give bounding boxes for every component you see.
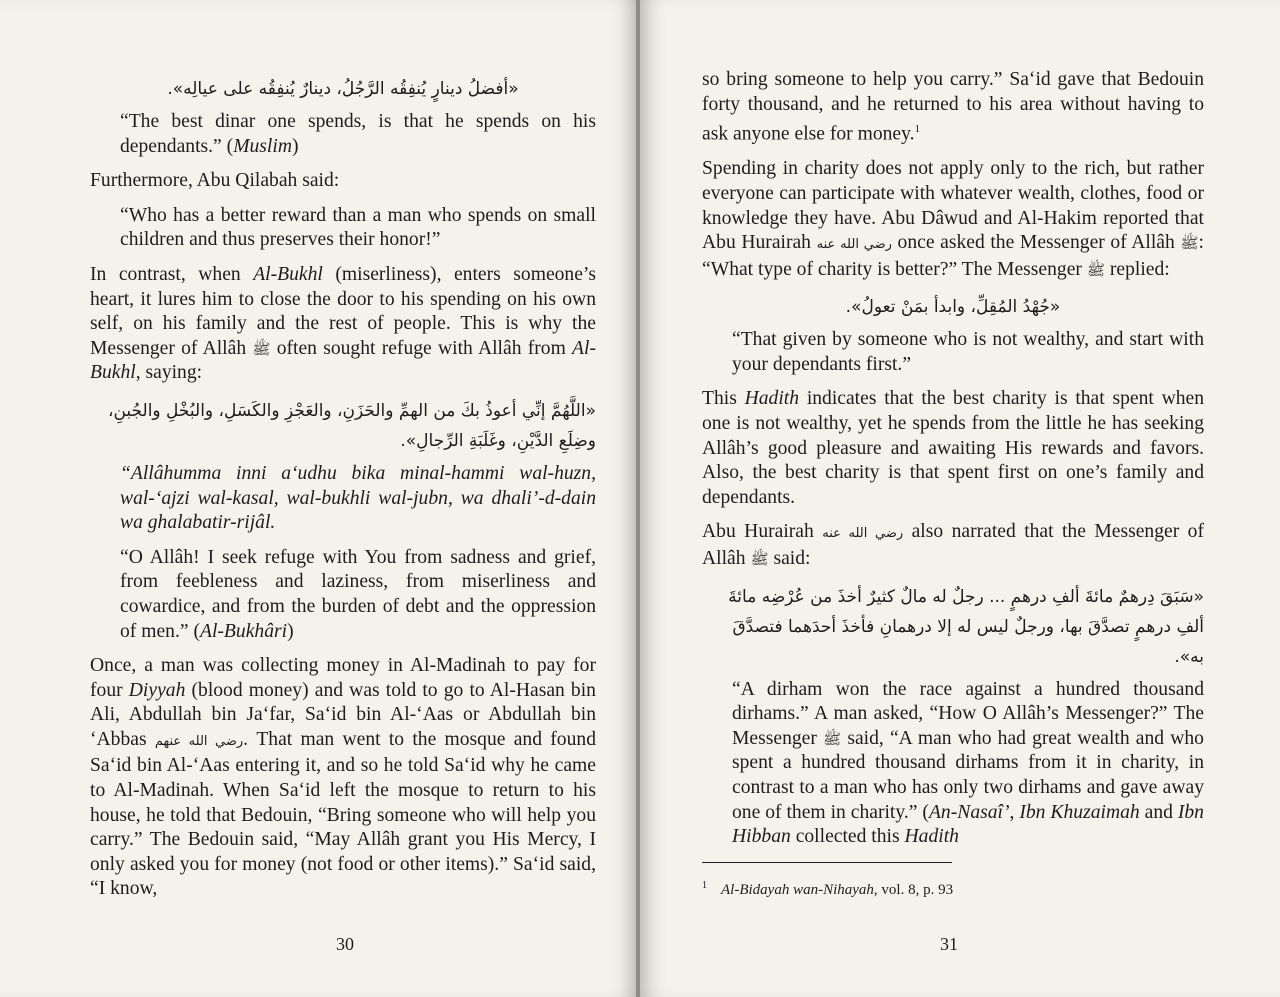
- term-hadith: Hadith: [744, 388, 800, 410]
- arabic-honorific: رضي الله عنه: [822, 526, 904, 542]
- arabic-honorific: رضي الله عنهم: [154, 733, 244, 749]
- term-hadith-2: Hadith: [904, 826, 959, 848]
- page-number-left: 30: [336, 934, 354, 954]
- left-page-body: [90, 70, 596, 912]
- quote-best-dinar: “The best dinar one spends, is that he spends on his dependants.” (Muslim): [120, 111, 596, 157]
- term-al-bukhl-2: Al-Bukhl: [90, 337, 596, 384]
- footnote-ref: 1: [914, 123, 921, 136]
- arabic-dua: «اللَّهُمَّ إنِّي أعوذُ بكَ من الهمِّ والحَزَنِ، والعَجْزِ والكَسَلِ، والبُخْلِ والجُبنِ، وضِلَعِ الدَّيْنِ، وغَلَبَةِ الرِّجالِ».: [108, 400, 596, 451]
- pbuh-symbol: ﷺ: [750, 550, 769, 569]
- paragraph-continuation: so bring someone to help you carry.” Sa‘id gave that Bedouin forty thousand, and he returned to his area without having to ask anyone else for money.$^1$: [702, 69, 1204, 145]
- source-bukhari: Al-Bukhâri: [200, 620, 288, 642]
- intro-abu-qilabah: Furthermore, Abu Qilabah said:: [90, 170, 340, 192]
- quote-abu-qilabah: “Who has a better reward than a man who spends on small children and thus preserves their honor!”: [120, 204, 596, 251]
- quote-dua-translation: “O Allâh! I seek refuge with You from sadness and grief, from feebleness and laziness, from miserliness and cowardice, and from the burden of debt and the oppression of men.” (Al-Bukhâri): [120, 546, 596, 642]
- term-diyyah: Diyyah: [128, 679, 186, 701]
- paragraph-abu-hurairah: Abu Hurairah رضي الله عنه also narrated that the Messenger of Allâh ﷺ said:: [702, 521, 1204, 570]
- footnote-source: Al-Bidayah wan-Nihayah: [721, 882, 874, 898]
- right-page-body: [702, 68, 1204, 860]
- source-nasai: An-Nasaî’: [928, 801, 1010, 823]
- pbuh-symbol: ﷺ: [252, 339, 271, 358]
- quote-not-wealthy: “That given by someone who is not wealthy, and start with your dependants first.”: [732, 329, 1204, 375]
- arabic-hadith-1: «أفضلُ دينارٍ يُنفِقُه الرَّجُلُ، دينارٌ يُنفِقُه على عيالِه».: [167, 79, 519, 99]
- footnote: $^1$ Al-Bidayah wan-Nihayah, vol. 8, p. 93: [702, 880, 954, 898]
- paragraph-spending-charity: Spending in charity does not apply only to the rich, but rather everyone can participate with whatever wealth, clothes, food or knowledge they have. Abu Dâwud and Al-Hakim reported that Abu Hurairah رضي الله عنه once asked the Messenger of Allâh ﷺ: “What type of charity is better?” The Messenger ﷺ replied:: [702, 158, 1204, 280]
- left-page: [0, 0, 638, 997]
- arabic-hadith-3: «سَبَقَ دِرهمٌ مائةَ ألفِ درهمٍ ... رجلٌ له مالٌ كثيرٌ أخذَ من عُرْضِه مائةَ ألفِ درهمٍ تصدَّقَ بها، ورجلٌ ليس له إلا درهمانِ فأخذَ أحدَهما فتصدَّقَ به».: [728, 586, 1204, 667]
- pbuh-symbol: ﷺ: [1180, 234, 1199, 253]
- right-page: [640, 0, 1280, 997]
- transliteration: “Allâhumma inni a‘udhu bika minal-hammi wal-huzn, wal-‘ajzi wal-kasal, wal-bukhli wal-jubn, wa dhali’-d-dain wa ghalabatir-rijâl.: [120, 462, 596, 534]
- paragraph-diyyah-story: Once, a man was collecting money in Al-Madinah to pay for four Diyyah (blood money) and was told to go to Al-Hasan bin Ali, Abdullah bin Ja‘far, Sa‘id bin Al-‘Aas or Abdullah bin ‘Abbas رضي الله عنهم. That man went to the mosque and found Sa‘id bin Al-‘Aas entering it, and so he told Sa‘id why he came to Al-Madinah. When Sa‘id left the mosque to return to his house, he told that Bedouin, “Bring someone who will help you carry.” The Bedouin said, “May Allâh grant you His Mercy, I only asked you for money (not food or other items).” Sa‘id said, “I know,: [90, 655, 596, 900]
- page-number-right: 31: [940, 934, 958, 954]
- pbuh-symbol: ﷺ: [1086, 260, 1105, 279]
- arabic-honorific: رضي الله عنه: [816, 237, 892, 253]
- source-ibn-hibban: Ibn Hibban: [732, 801, 1204, 848]
- arabic-hadith-2: «جُهْدُ المُقِلِّ، وابدأ بمَنْ تعولُ».: [845, 297, 1061, 318]
- source-ibn-khuzaimah: Ibn Khuzaimah: [1019, 801, 1140, 823]
- pbuh-symbol: ﷺ: [823, 729, 842, 748]
- footnote-divider: [702, 862, 952, 863]
- paragraph-al-bukhl: In contrast, when Al-Bukhl (miserliness), enters someone’s heart, it lures him to close the door to his spending on his own self, on his family and the rest of people. This is why the Messenger of Allâh ﷺ often sought refuge with Allâh from Al-Bukhl, saying:: [90, 263, 596, 384]
- term-al-bukhl: Al-Bukhl: [253, 263, 323, 285]
- footnote-number: 1: [702, 880, 707, 891]
- paragraph-hadith-indicates: This Hadith indicates that the best charity is that spent when one is not wealthy, yet he spends from the little he has seeking Allâh’s good pleasure and awaiting His rewards and favors. Also, the best charity is that spent first on one’s family and dependants.: [702, 388, 1205, 508]
- source-muslim: Muslim: [233, 135, 292, 157]
- quote-dirham-race: “A dirham won the race against a hundred thousand dirhams.” A man asked, “How O Allâh’s Messenger?” The Messenger ﷺ said, “A man who had great wealth and who spent a hundred thousand dirhams from it in charity, in contrast to a man who has only two dirhams and gave away one of them in charity.” (An-Nasaî’, Ibn Khuzaimah and Ibn Hibban collected this Hadith: [732, 678, 1204, 848]
